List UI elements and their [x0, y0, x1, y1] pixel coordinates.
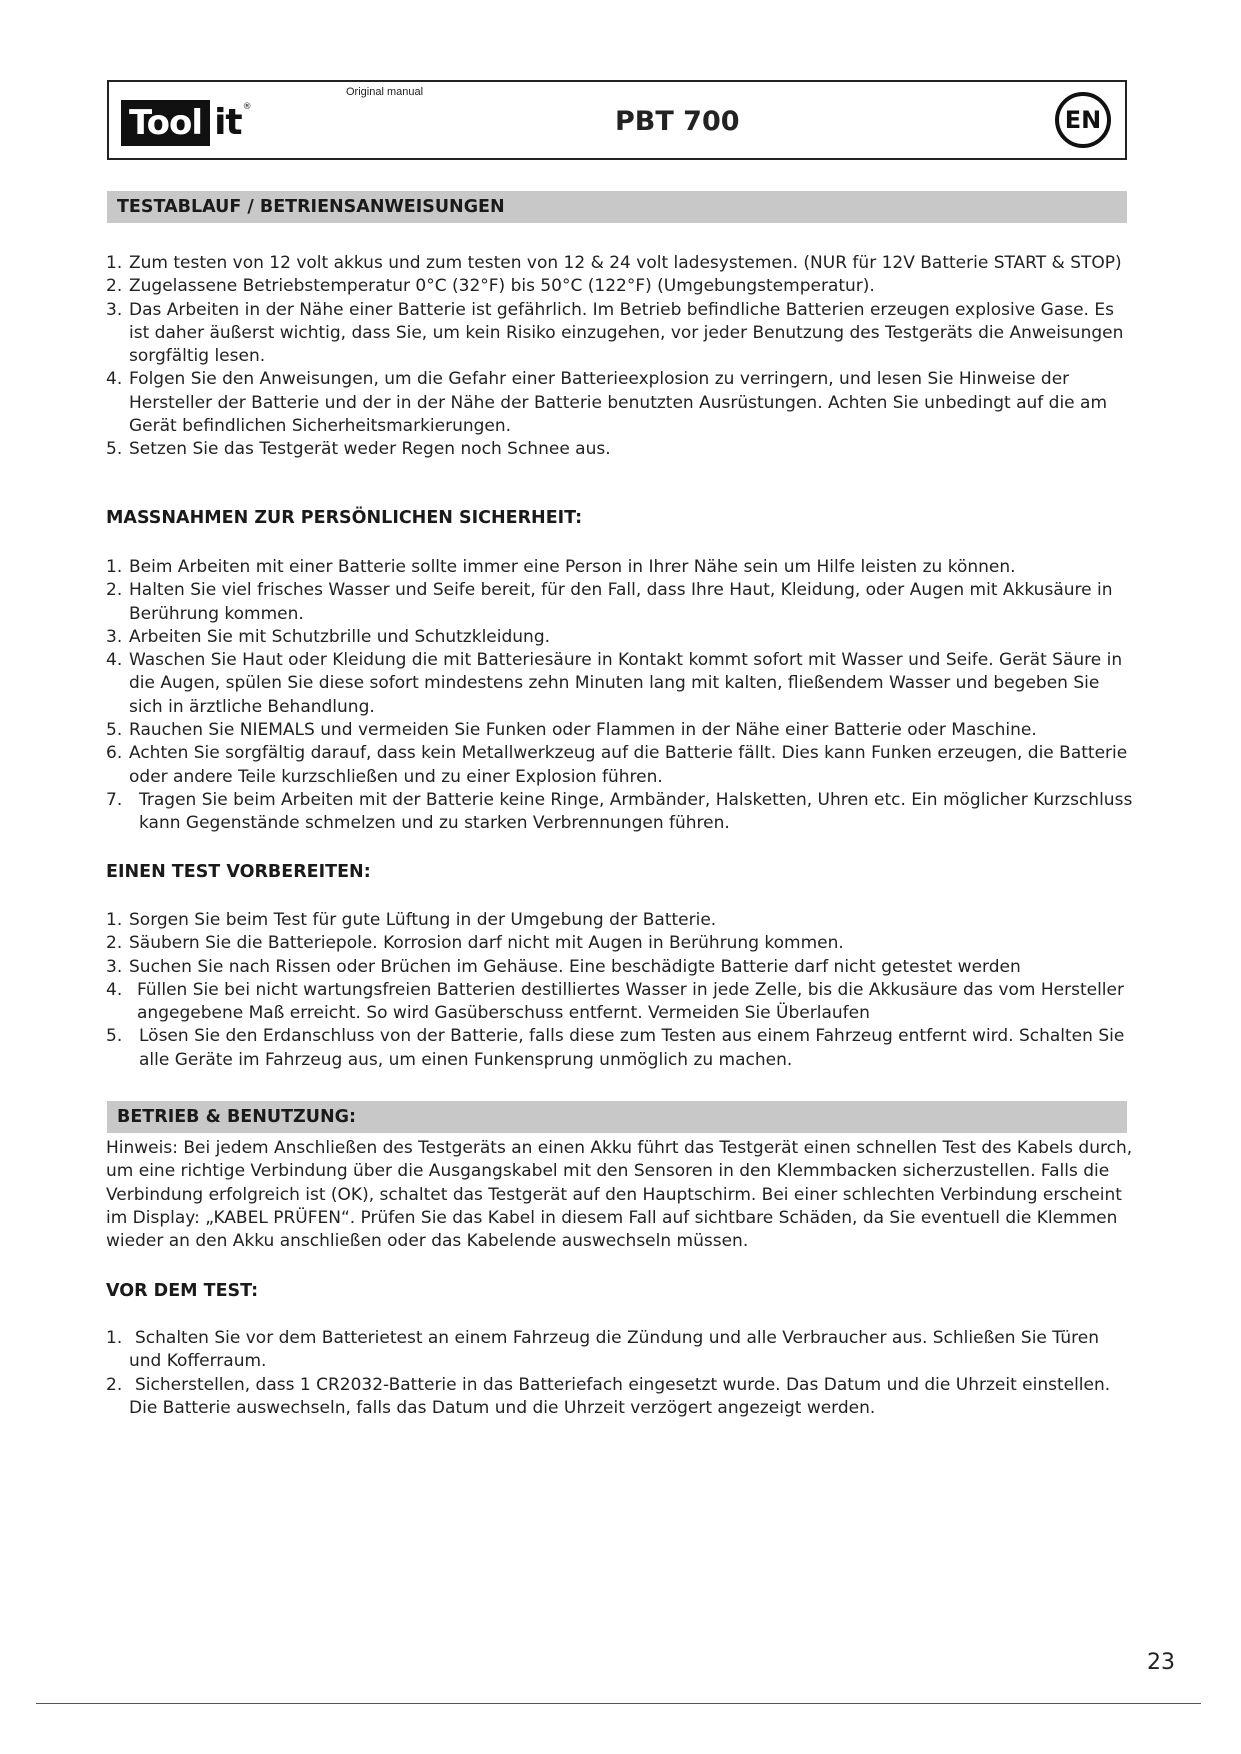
vor-dem-test-list	[106, 1327, 1136, 1420]
testablauf-list	[106, 252, 1136, 462]
massnahmen-list	[106, 556, 1136, 836]
list-item: 2. Sicherstellen, dass 1 CR2032-Batterie in das Batteriefach eingesetzt wurde. Das Datum und die Uhrzeit einstellen. Die Batterie auswechseln, falls das Datum und die Uhrzeit verzögert angezeigt werden.	[106, 1374, 1111, 1418]
list-item: 4. Folgen Sie den Anweisungen, um die Gefahr einer Batterieexplosion zu verringern, und lesen Sie Hinweise der Hersteller der Batterie und der in der Nähe der Batterie benutzten Ausrüstungen. Achten Sie unbedingt auf die am Gerät befindlichen Sicherheitsmarkierungen.	[106, 369, 1108, 437]
registered-mark: ®	[242, 102, 252, 112]
logo-it-text: it	[214, 102, 242, 143]
list-item: 4. Waschen Sie Haut oder Kleidung die mit Batteriesäure in Kontakt kommt sofort mit Wasser und Seife. Gerät Säure in die Augen, spülen Sie diese sofort mindestens zehn Minuten lang mit kalten, fließendem Wasser und begeben Sie sich in ärztliche Behandlung.	[106, 650, 1123, 717]
list-item: 1. Zum testen von 12 volt akkus und zum testen von 12 & 24 volt ladesystemen. (NUR für 12V Batterie START & STOP)	[106, 253, 1122, 273]
toolit-logo	[121, 98, 252, 148]
list-item: 3. Das Arbeiten in der Nähe einer Batterie ist gefährlich. Im Betrieb befindliche Batterien erzeugen explosive Gase. Es ist daher äußerst wichtig, dass Sie, um kein Risiko einzugehen, vor jeder Benutzung des Testgeräts die Anweisungen sorgfältig lesen.	[106, 299, 1124, 367]
betrieb-paragraph: Hinweis: Bei jedem Anschließen des Testgeräts an einen Akku führt das Testgerät einen schnellen Test des Kabels durch, um eine richtige Verbindung über die Ausgangskabel mit den Sensoren in den Klemmbacken sicherzustellen. Falls die Verbindung erfolgreich ist (OK), schaltet das Testgerät auf den Hauptschirm. Bei einer schlechten Verbindung erscheint im Display: „KABEL PRÜFEN“. Prüfen Sie das Kabel in diesem Fall auf sichtbare Schäden, da Sie eventuell die Klemmen wieder an den Akku anschließen oder das Kabelende auswechseln müssen.	[106, 1138, 1133, 1252]
footer-divider	[36, 1703, 1201, 1704]
list-item: 1. Beim Arbeiten mit einer Batterie sollte immer eine Person in Ihrer Nähe sein um Hilfe leisten zu können.	[106, 557, 1016, 577]
heading-vor-dem-test: VOR DEM TEST:	[106, 1281, 259, 1301]
heading-vorbereiten: EINEN TEST VORBEREITEN:	[106, 862, 371, 882]
document-header	[107, 80, 1127, 160]
list-item: 3. Arbeiten Sie mit Schutzbrille und Schutzkleidung.	[106, 626, 551, 647]
list-item: 7. Tragen Sie beim Arbeiten mit der Batterie keine Ringe, Armbänder, Halsketten, Uhren etc. Ein möglicher Kurzschluss kann Gegenstände schmelzen und zu starken Verbrennungen führen.	[106, 789, 1133, 834]
list-item: 1. Sorgen Sie beim Test für gute Lüftung in der Umgebung der Batterie.	[106, 910, 717, 930]
model-title: PBT 700	[615, 106, 740, 137]
original-manual-label: Original manual	[346, 86, 424, 98]
list-item: 3. Suchen Sie nach Rissen oder Brüchen im Gehäuse. Eine beschädigte Batterie darf nicht getestet werden	[106, 956, 1021, 977]
list-item: 5. Rauchen Sie NIEMALS und vermeiden Sie Funken oder Flammen in der Nähe einer Batterie oder Maschine.	[106, 720, 1037, 741]
page-number: 23	[1147, 1650, 1175, 1675]
list-item: 2. Zugelassene Betriebstemperatur 0°C (32°F) bis 50°C (122°F) (Umgebungstemperatur).	[106, 276, 875, 297]
vorbereiten-list	[106, 909, 1136, 1072]
section-title: BETRIEB & BENUTZUNG:	[117, 1107, 356, 1127]
language-badge: EN	[1055, 92, 1111, 148]
list-item: 6. Achten Sie sorgfältig darauf, dass kein Metallwerkzeug auf die Batterie fällt. Dies kann Funken erzeugen, die Batterie oder andere Teile kurzschließen und zu einer Explosion führen.	[106, 743, 1128, 787]
section-title: TESTABLAUF / BETRIENSANWEISUNGEN	[117, 197, 505, 217]
list-item: 5. Setzen Sie das Testgerät weder Regen noch Schnee aus.	[106, 439, 611, 460]
list-item: 2. Säubern Sie die Batteriepole. Korrosion darf nicht mit Augen in Berührung kommen.	[106, 933, 844, 954]
list-item: 4. Füllen Sie bei nicht wartungsfreien Batterien destilliertes Wasser in jede Zelle, bis die Akkusäure das vom Hersteller angegebene Maß erreicht. So wird Gasüberschuss entfernt. Vermeiden Sie Überlaufen	[106, 979, 1124, 1024]
heading-massnahmen: MASSNAHMEN ZUR PERSÖNLICHEN SICHERHEIT:	[106, 508, 583, 528]
section-bar-betrieb	[107, 1101, 1127, 1133]
list-item: 1. Schalten Sie vor dem Batterietest an einem Fahrzeug die Zündung und alle Verbraucher aus. Schließen Sie Türen und Kofferraum.	[106, 1328, 1099, 1372]
logo-tool-text: Tool	[121, 100, 210, 146]
list-item: 5. Lösen Sie den Erdanschluss von der Batterie, falls diese zum Testen aus einem Fahrzeug entfernt wird. Schalten Sie alle Geräte im Fahrzeug aus, um einen Funkensprung unmöglich zu machen.	[106, 1026, 1125, 1070]
section-bar-testablauf	[107, 191, 1127, 223]
list-item: 2. Halten Sie viel frisches Wasser und Seife bereit, für den Fall, dass Ihre Haut, Kleidung, oder Augen mit Akkusäure in Berührung kommen.	[106, 580, 1113, 624]
